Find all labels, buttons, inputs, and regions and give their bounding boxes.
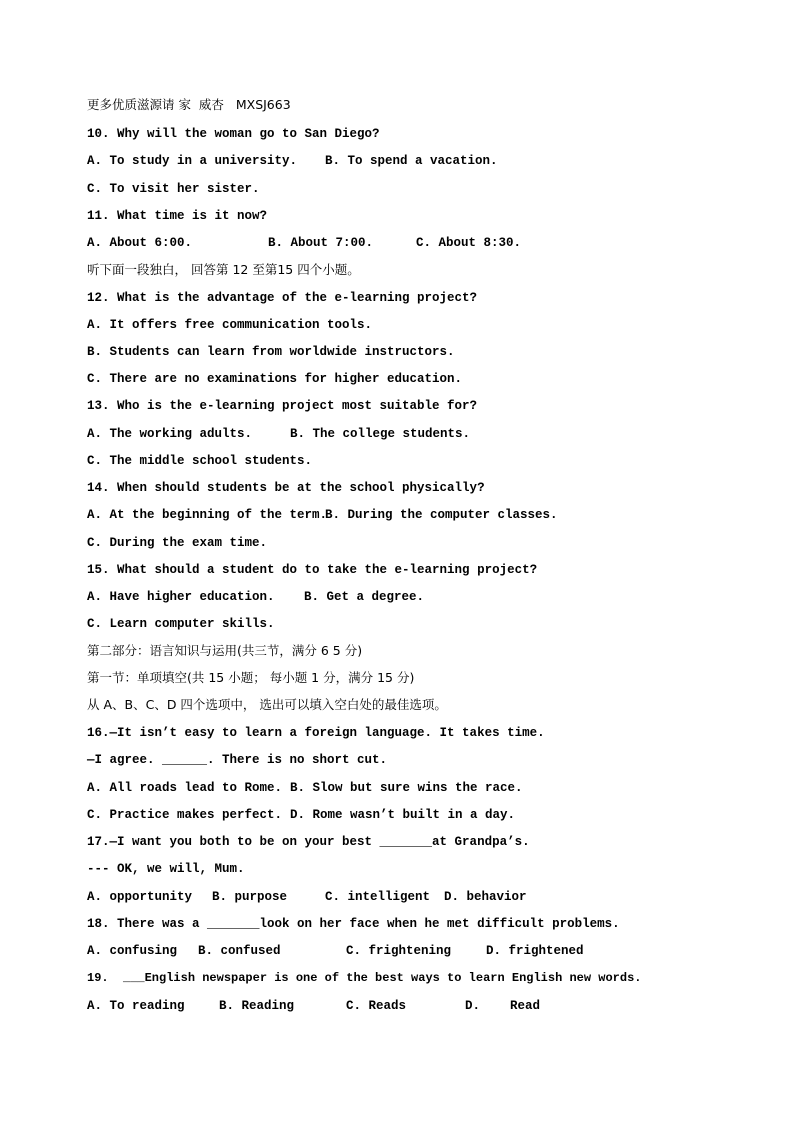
section1-title: 第一节：单项填空(共 15 小题； 每小题 1 分，满分 15 分) — [87, 670, 415, 685]
question-11-option-a: A. About 6:00. — [87, 236, 193, 250]
question-16-option-a: A. All roads lead to Rome. — [87, 781, 283, 795]
question-15-option-a: A. Have higher education. — [87, 590, 275, 604]
question-16-line-1: 16.—It isn’t easy to learn a foreign language. It takes time. — [87, 726, 545, 740]
question-17-option-d: D. behavior — [444, 890, 527, 904]
question-17-option-a: A. opportunity — [87, 890, 193, 904]
question-13-stem: 13. Who is the e-learning project most suitable for? — [87, 399, 478, 413]
part2-title: 第二部分：语言知识与运用(共三节，满分 6 5 分) — [87, 643, 363, 658]
question-19-option-d: D. Read — [465, 999, 541, 1013]
question-18-option-d: D. frightened — [486, 944, 584, 958]
question-18-option-b: B. confused — [198, 944, 281, 958]
question-13-option-c: C. The middle school students. — [87, 454, 313, 468]
question-19-stem: 19. ___English newspaper is one of the best ways to learn English new words. — [87, 971, 642, 985]
question-18-stem: 18. There was a _______look on her face when he met difficult problems. — [87, 917, 620, 931]
question-16-line-2: —I agree. ______. There is no short cut. — [87, 753, 388, 767]
question-12-option-a: A. It offers free communication tools. — [87, 318, 373, 332]
question-14-option-b: B. During the computer classes. — [325, 508, 558, 522]
section-note-12-15: 听下面一段独白， 回答第 12 至第15 四个小题。 — [87, 262, 360, 277]
question-19-option-b: B. Reading — [219, 999, 295, 1013]
question-13-option-b: B. The college students. — [290, 427, 471, 441]
question-10-stem: 10. Why will the woman go to San Diego? — [87, 127, 380, 141]
question-15-stem: 15. What should a student do to take the e-learning project? — [87, 563, 538, 577]
question-17-line-2: --- OK, we will, Mum. — [87, 862, 245, 876]
question-18-option-a: A. confusing — [87, 944, 178, 958]
section1-instruction: 从 A、B、C、D 四个选项中， 选出可以填入空白处的最佳选项。 — [87, 697, 447, 712]
question-17-line-1: 17.—I want you both to be on your best _______at Grandpa’s. — [87, 835, 530, 849]
question-11-option-c: C. About 8:30. — [416, 236, 522, 250]
question-12-option-b: B. Students can learn from worldwide instructors. — [87, 345, 455, 359]
question-17-option-c: C. intelligent — [325, 890, 431, 904]
question-15-option-b: B. Get a degree. — [304, 590, 425, 604]
question-14-option-a: A. At the beginning of the term. — [87, 508, 328, 522]
question-12-option-c: C. There are no examinations for higher education. — [87, 372, 463, 386]
question-16-option-b: B. Slow but sure wins the race. — [290, 781, 523, 795]
question-10-option-b: B. To spend a vacation. — [325, 154, 498, 168]
question-16-option-c: C. Practice makes perfect. — [87, 808, 283, 822]
question-17-option-b: B. purpose — [212, 890, 288, 904]
question-19-option-a: A. To reading — [87, 999, 185, 1013]
question-11-stem: 11. What time is it now? — [87, 209, 268, 223]
question-15-option-c: C. Learn computer skills. — [87, 617, 275, 631]
question-14-option-c: C. During the exam time. — [87, 536, 268, 550]
question-12-stem: 12. What is the advantage of the e-learning project? — [87, 291, 478, 305]
question-11-option-b: B. About 7:00. — [268, 236, 374, 250]
header-note: 更多优质滋源请 家 威杏 MXSJ663 — [87, 97, 291, 112]
question-10-option-c: C. To visit her sister. — [87, 182, 260, 196]
question-18-option-c: C. frightening — [346, 944, 452, 958]
question-14-stem: 14. When should students be at the school physically? — [87, 481, 485, 495]
question-13-option-a: A. The working adults. — [87, 427, 253, 441]
question-19-option-c: C. Reads — [346, 999, 407, 1013]
question-10-option-a: A. To study in a university. — [87, 154, 298, 168]
question-16-option-d: D. Rome wasn’t built in a day. — [290, 808, 516, 822]
